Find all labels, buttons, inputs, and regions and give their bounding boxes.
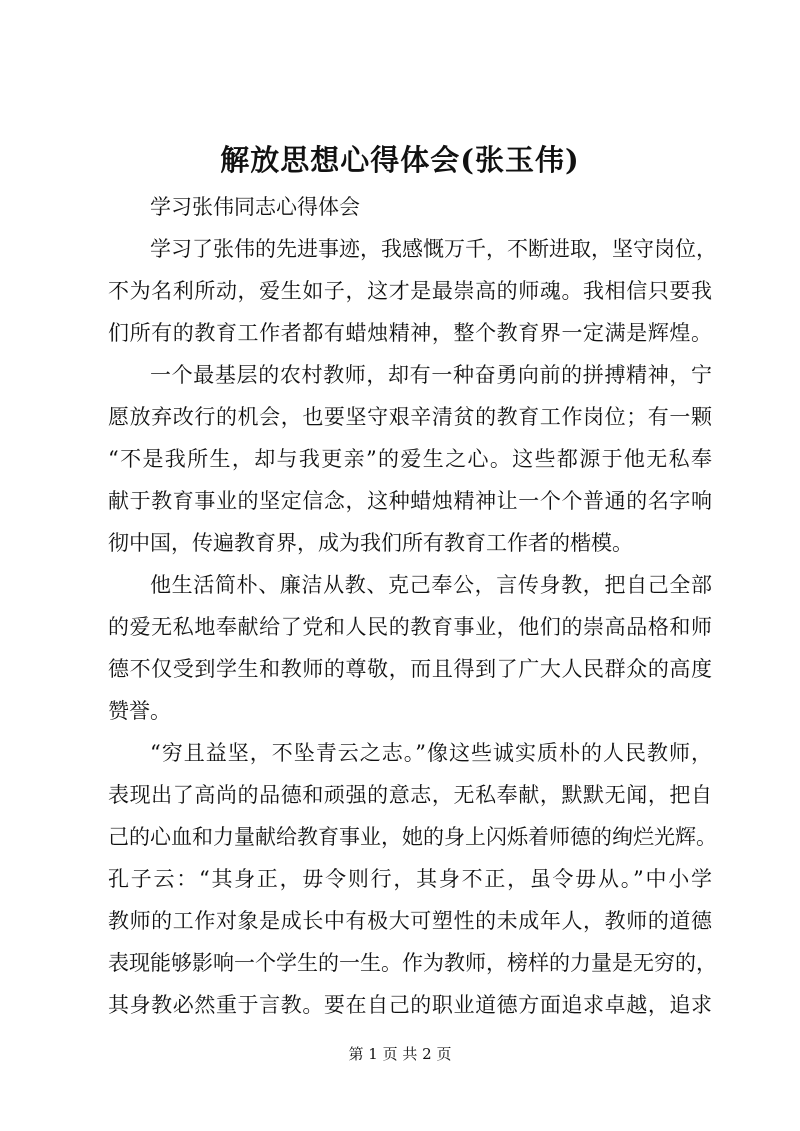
text-line: 孔子云：“其身正，毋令则行，其身不正，虽令毋从。”中小学 <box>108 867 712 891</box>
text-line: 德不仅受到学生和教师的尊敬，而且得到了广大人民群众的高度 <box>108 657 712 681</box>
text-line: 一个最基层的农村教师，却有一种奋勇向前的拼搏精神，宁 <box>150 363 712 387</box>
text-line: 他生活简朴、廉洁从教、克己奉公，言传身教，把自己全部 <box>150 573 712 597</box>
text-line: 的爱无私地奉献给了党和人民的教育事业，他们的崇高品格和师 <box>108 615 712 639</box>
text-line: “穷且益坚，不坠青云之志。”像这些诚实质朴的人民教师， <box>150 741 712 765</box>
text-line: 们所有的教育工作者都有蜡烛精神，整个教育界一定满是辉煌。 <box>108 321 712 345</box>
page-number: 第 1 页 共 2 页 <box>348 1045 452 1063</box>
text-line: “不是我所生，却与我更亲”的爱生之心。这些都源于他无私奉 <box>108 447 712 471</box>
text-line: 彻中国，传遍教育界，成为我们所有教育工作者的楷模。 <box>108 531 633 555</box>
text-line: 学习了张伟的先进事迹，我感慨万千，不断进取，坚守岗位， <box>150 237 717 261</box>
text-line: 献于教育事业的坚定信念，这种蜡烛精神让一个个普通的名字响 <box>108 489 712 513</box>
section-heading: 学习张伟同志心得体会 <box>150 195 360 219</box>
text-line: 表现能够影响一个学生的一生。作为教师，榜样的力量是无穷的， <box>108 951 717 975</box>
text-line: 赞誉。 <box>108 699 171 723</box>
text-line: 表现出了高尚的品德和顽强的意志，无私奉献，默默无闻，把自 <box>108 783 712 807</box>
document-title: 解放思想心得体会(张玉伟) <box>220 143 580 177</box>
text-line: 教师的工作对象是成长中有极大可塑性的未成年人，教师的道德 <box>108 909 712 933</box>
text-line: 其身教必然重于言教。要在自己的职业道德方面追求卓越，追求 <box>108 993 712 1017</box>
text-line: 不为名利所动，爱生如子，这才是最崇高的师魂。我相信只要我 <box>108 279 712 303</box>
document-body <box>108 186 717 1026</box>
text-line: 愿放弃改行的机会，也要坚守艰辛清贫的教育工作岗位；有一颗 <box>108 405 712 429</box>
text-line: 己的心血和力量献给教育事业，她的身上闪烁着师德的绚烂光辉。 <box>108 825 717 849</box>
